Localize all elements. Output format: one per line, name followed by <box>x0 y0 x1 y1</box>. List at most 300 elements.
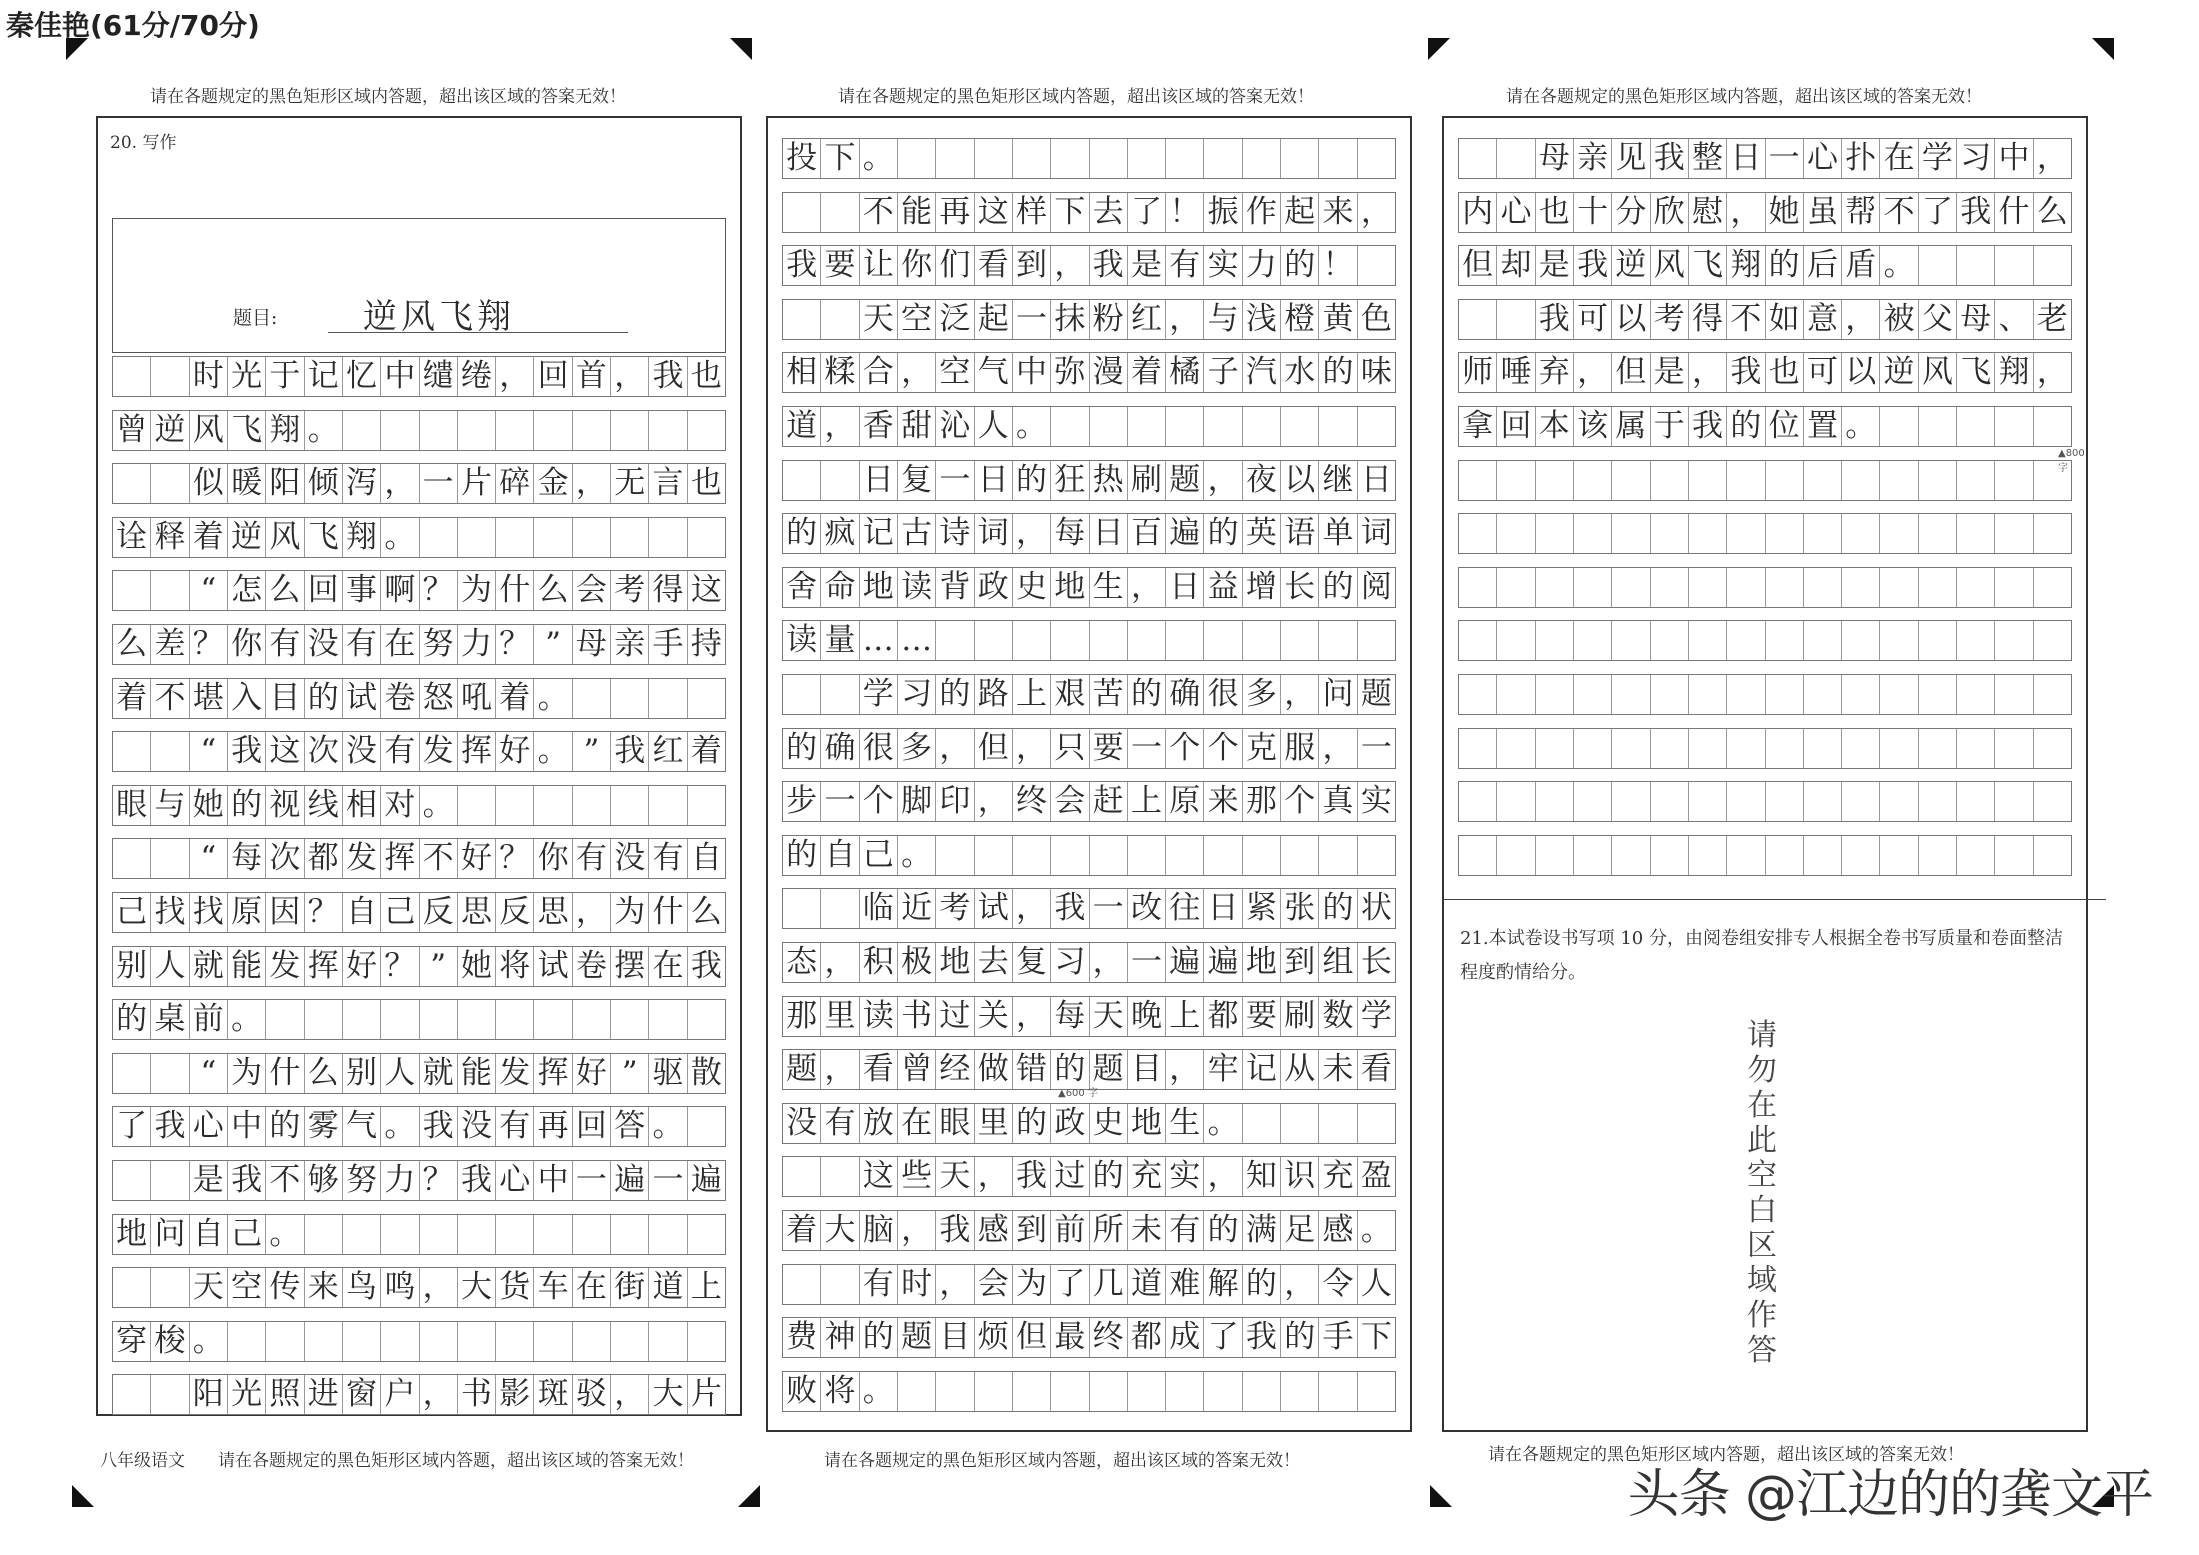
grid-cell: 回 <box>573 1107 611 1146</box>
grid-cell <box>1358 1104 1395 1143</box>
grid-row <box>782 1264 1396 1305</box>
grid-cell: 目 <box>936 1318 974 1357</box>
grid-cell: 卷 <box>381 679 419 718</box>
grid-cell <box>1919 836 1957 875</box>
grid-row <box>112 892 726 933</box>
grid-cell: 将 <box>821 1372 859 1411</box>
grid-cell: 上 <box>1166 997 1204 1036</box>
grid-cell <box>1612 514 1650 553</box>
grid-row <box>782 1156 1396 1197</box>
grid-cell <box>783 1265 821 1304</box>
grid-cell: ？ <box>420 571 458 610</box>
grid-row <box>782 567 1396 608</box>
grid-cell: 本 <box>1536 407 1574 446</box>
grid-cell <box>305 1000 343 1039</box>
grid-cell <box>151 1268 189 1307</box>
grid-cell <box>1880 675 1918 714</box>
grid-cell: 能 <box>458 1054 496 1093</box>
grid-cell <box>151 571 189 610</box>
top-notice-left: 请在各题规定的黑色矩形区域内答题，超出该区域的答案无效！ <box>150 87 626 107</box>
grid-cell: 那 <box>1243 782 1281 821</box>
grid-cell: 振 <box>1204 193 1242 232</box>
grid-cell: 感 <box>975 1211 1013 1250</box>
grid-cell: 自 <box>190 1215 228 1254</box>
grid-cell: 拿 <box>1459 407 1497 446</box>
grid-cell: 知 <box>1243 1157 1281 1196</box>
grid-cell: 近 <box>898 889 936 928</box>
grid-cell: 入 <box>228 679 266 718</box>
grid-cell <box>1995 782 2033 821</box>
grid-cell: … <box>860 621 898 660</box>
grid-cell: 内 <box>1459 193 1497 232</box>
grid-cell <box>573 786 611 825</box>
grid-cell: 目 <box>266 679 304 718</box>
grid-cell: 桌 <box>151 1000 189 1039</box>
grid-cell: 学 <box>860 675 898 714</box>
grid-cell: 未 <box>1319 1050 1357 1089</box>
grid-cell <box>1536 782 1574 821</box>
grid-cell: 的 <box>1013 461 1051 500</box>
grid-cell <box>458 786 496 825</box>
grid-row <box>112 356 726 397</box>
grid-cell: 很 <box>860 729 898 768</box>
grid-cell <box>975 139 1013 178</box>
grid-cell: ， <box>1090 943 1128 982</box>
grid-cell <box>1880 514 1918 553</box>
grid-cell: 遍 <box>1204 943 1242 982</box>
grid-cell: 路 <box>975 675 1013 714</box>
grid-cell: ， <box>1204 461 1242 500</box>
answer-panel-right <box>1442 116 2088 1432</box>
grid-cell <box>821 300 859 339</box>
grid-cell: 真 <box>1319 782 1357 821</box>
grid-cell <box>1651 729 1689 768</box>
grid-cell: 手 <box>1319 1318 1357 1357</box>
grid-cell: 诗 <box>936 514 974 553</box>
grid-cell: ， <box>1128 568 1166 607</box>
grid-cell <box>2034 836 2071 875</box>
grid-cell: 十 <box>1574 193 1612 232</box>
grid-cell: 能 <box>228 947 266 986</box>
grid-cell: 亲 <box>611 625 649 664</box>
grid-cell: 次 <box>305 732 343 771</box>
grid-row <box>1458 835 2072 876</box>
grid-cell: 人 <box>151 947 189 986</box>
grid-cell: 题 <box>1166 461 1204 500</box>
grid-cell: 么 <box>534 571 572 610</box>
grid-cell: 对 <box>381 786 419 825</box>
grid-cell: 上 <box>1013 675 1051 714</box>
grid-cell: 。 <box>1880 246 1918 285</box>
grid-cell <box>1497 461 1535 500</box>
grid-cell: 斑 <box>534 1375 572 1414</box>
grid-cell <box>573 1322 611 1361</box>
grid-row <box>112 1053 726 1094</box>
grid-row <box>112 517 726 558</box>
grid-cell <box>1612 675 1650 714</box>
grid-cell: 金 <box>534 464 572 503</box>
grid-cell: ” <box>534 625 572 664</box>
grid-cell <box>1995 514 2033 553</box>
grid-cell: 努 <box>343 1161 381 1200</box>
grid-cell: 烦 <box>975 1318 1013 1357</box>
grid-cell <box>1804 461 1842 500</box>
grid-cell: 摆 <box>611 947 649 986</box>
grid-cell: 母 <box>573 625 611 664</box>
grid-cell <box>1536 675 1574 714</box>
grid-cell: 个 <box>1204 729 1242 768</box>
word-count-600-marker: ▲600 字 <box>1058 1088 1098 1099</box>
grid-cell: 有 <box>1166 1211 1204 1250</box>
grid-cell: 。 <box>305 411 343 450</box>
grid-cell: 光 <box>228 1375 266 1414</box>
grid-cell <box>496 411 534 450</box>
grid-row <box>782 781 1396 822</box>
grid-cell <box>1727 461 1765 500</box>
grid-cell <box>783 193 821 232</box>
question-21-instruction: 21.本试卷设书写项 10 分，由阅卷组安排专人根据全卷书写质量和卷面整洁程度酌情给分。 <box>1460 928 2063 983</box>
grid-cell: 关 <box>975 997 1013 1036</box>
grid-cell: 的 <box>1013 1104 1051 1143</box>
grid-cell: 地 <box>113 1215 151 1254</box>
grid-cell: 时 <box>898 1265 936 1304</box>
grid-cell: 什 <box>266 1054 304 1093</box>
grid-cell: 习 <box>1957 139 1995 178</box>
grid-cell: 上 <box>690 1269 722 1306</box>
grid-cell: 态 <box>783 943 821 982</box>
grid-cell: 力 <box>1243 246 1281 285</box>
grid-cell: 是 <box>1536 246 1574 285</box>
grid-cell: 考 <box>1651 300 1689 339</box>
grid-cell: 这 <box>690 572 722 609</box>
grid-cell: 发 <box>496 1054 534 1093</box>
grid-cell: ， <box>975 782 1013 821</box>
grid-cell <box>1497 782 1535 821</box>
grid-cell: 暖 <box>228 464 266 503</box>
grid-cell: 但 <box>1013 1318 1051 1357</box>
grid-cell: 翔 <box>1995 353 2033 392</box>
grid-cell: 货 <box>496 1268 534 1307</box>
grid-cell: 一 <box>420 464 458 503</box>
grid-cell <box>1957 782 1995 821</box>
grid-cell: 时 <box>190 357 228 396</box>
grid-cell: 。 <box>649 1107 687 1146</box>
grid-row <box>112 1374 726 1415</box>
grid-cell <box>1204 621 1242 660</box>
grid-cell: 逆 <box>228 518 266 557</box>
grid-cell: 了 <box>1204 1318 1242 1357</box>
grid-cell: 会 <box>1051 782 1089 821</box>
grid-cell <box>1319 836 1357 875</box>
grid-cell <box>1651 461 1689 500</box>
grid-cell <box>1574 675 1612 714</box>
grid-cell: 弥 <box>1051 353 1089 392</box>
grid-cell: 学 <box>1919 139 1957 178</box>
grid-cell <box>1995 836 2033 875</box>
grid-cell: 英 <box>1243 514 1281 553</box>
grid-cell: 是 <box>1651 353 1689 392</box>
grid-cell: ？ <box>496 625 534 664</box>
grid-cell <box>151 464 189 503</box>
grid-cell: 看 <box>1360 1051 1392 1088</box>
grid-cell: ， <box>936 1265 974 1304</box>
grid-cell: 天 <box>860 300 898 339</box>
grid-cell <box>305 1322 343 1361</box>
grid-row <box>782 728 1396 769</box>
grid-cell <box>1804 514 1842 553</box>
grid-cell: 克 <box>1243 729 1281 768</box>
grid-cell: 曾 <box>113 411 151 450</box>
grid-cell: 大 <box>649 1375 687 1414</box>
grid-cell: 我 <box>1689 407 1727 446</box>
grid-cell: 我 <box>611 732 649 771</box>
grid-cell: 风 <box>1651 246 1689 285</box>
grid-row <box>112 1160 726 1201</box>
grid-cell: 前 <box>190 1000 228 1039</box>
grid-cell <box>1497 621 1535 660</box>
grid-cell <box>1090 139 1128 178</box>
grid-cell: 的 <box>1051 1050 1089 1089</box>
grid-cell: 。 <box>228 1000 266 1039</box>
grid-row <box>112 463 726 504</box>
grid-cell: 牢 <box>1204 1050 1242 1089</box>
grid-cell: 一 <box>649 1161 687 1200</box>
grid-cell: 。 <box>534 732 572 771</box>
grid-cell: 古 <box>898 514 936 553</box>
grid-cell <box>1459 782 1497 821</box>
grid-cell: 有 <box>649 839 687 878</box>
grid-cell: 也 <box>1536 193 1574 232</box>
grid-cell: 黄 <box>1319 300 1357 339</box>
grid-row <box>782 1317 1396 1358</box>
grid-cell: 再 <box>936 193 974 232</box>
grid-cell <box>936 836 974 875</box>
grid-cell: 的 <box>783 514 821 553</box>
grid-cell: ， <box>1281 1265 1319 1304</box>
grid-cell: ， <box>898 1211 936 1250</box>
grid-cell <box>496 1215 534 1254</box>
grid-cell <box>1727 836 1765 875</box>
grid-row <box>1458 245 2072 286</box>
grid-cell <box>1651 675 1689 714</box>
grid-cell: 日 <box>1727 139 1765 178</box>
grid-cell: 释 <box>151 518 189 557</box>
grid-cell: 地 <box>1128 1104 1166 1143</box>
grid-cell <box>649 411 687 450</box>
grid-row <box>1458 299 2072 340</box>
grid-cell <box>1651 514 1689 553</box>
grid-cell <box>821 889 859 928</box>
grid-cell: 我 <box>690 947 722 984</box>
grid-cell: 几 <box>1090 1265 1128 1304</box>
grid-cell: 终 <box>1013 782 1051 821</box>
grid-cell <box>113 839 151 878</box>
grid-cell <box>113 1375 151 1414</box>
grid-cell: 记 <box>305 357 343 396</box>
grid-cell: 中 <box>1013 353 1051 392</box>
grid-cell: 夜 <box>1243 461 1281 500</box>
grid-cell <box>1766 836 1804 875</box>
grid-cell: 地 <box>1051 568 1089 607</box>
grid-cell: 我 <box>420 1107 458 1146</box>
grid-cell: 你 <box>534 839 572 878</box>
grid-cell: 继 <box>1319 461 1357 500</box>
grid-cell <box>1995 407 2033 446</box>
grid-cell: 没 <box>458 1107 496 1146</box>
grid-cell: 答 <box>611 1107 649 1146</box>
grid-cell: 反 <box>496 893 534 932</box>
grid-cell: 会 <box>975 1265 1013 1304</box>
grid-cell <box>266 1322 304 1361</box>
grid-cell: 刷 <box>1281 997 1319 1036</box>
grid-cell <box>420 1000 458 1039</box>
grid-cell: ， <box>936 729 974 768</box>
grid-cell: 挥 <box>534 1054 572 1093</box>
grid-cell: 确 <box>1166 675 1204 714</box>
grid-cell: 因 <box>266 893 304 932</box>
grid-cell: 着 <box>113 679 151 718</box>
grid-cell: 的 <box>1281 1318 1319 1357</box>
grid-cell: 得 <box>1689 300 1727 339</box>
grid-cell: 橙 <box>1281 300 1319 339</box>
grid-cell: 个 <box>1281 782 1319 821</box>
grid-cell: ， <box>1051 246 1089 285</box>
grid-cell: 人 <box>381 1054 419 1093</box>
grid-cell: 不 <box>266 1161 304 1200</box>
grid-cell <box>1166 836 1204 875</box>
grid-cell <box>649 1215 687 1254</box>
grid-cell: ” <box>420 947 458 986</box>
grid-row <box>1458 620 2072 661</box>
grid-cell: 遍 <box>1166 514 1204 553</box>
grid-cell: 着 <box>783 1211 821 1250</box>
grid-cell: 。 <box>381 1107 419 1146</box>
grid-cell <box>649 518 687 557</box>
grid-cell <box>688 1000 725 1039</box>
grid-cell: 着 <box>690 733 722 770</box>
grid-cell: 与 <box>151 786 189 825</box>
grid-cell <box>1689 836 1727 875</box>
grid-cell: 橘 <box>1166 353 1204 392</box>
grid-cell: 大 <box>458 1268 496 1307</box>
grid-cell <box>1919 729 1957 768</box>
grid-cell: 天 <box>190 1268 228 1307</box>
grid-cell: 了 <box>113 1107 151 1146</box>
grid-cell: 的 <box>1204 1211 1242 1250</box>
grid-cell <box>1919 568 1957 607</box>
grid-cell: 的 <box>1204 514 1242 553</box>
grid-row <box>782 620 1396 661</box>
grid-row <box>112 410 726 451</box>
grid-cell: ， <box>1360 193 1392 230</box>
grid-cell: 啊 <box>381 571 419 610</box>
grid-cell <box>1497 568 1535 607</box>
grid-cell: 目 <box>1128 1050 1166 1089</box>
grid-cell <box>1766 675 1804 714</box>
grid-cell <box>1689 621 1727 660</box>
grid-cell: 百 <box>1128 514 1166 553</box>
grid-cell <box>420 1215 458 1254</box>
grid-cell: 未 <box>1128 1211 1166 1250</box>
grid-cell <box>1957 407 1995 446</box>
grid-cell: 经 <box>936 1050 974 1089</box>
grid-cell <box>1804 836 1842 875</box>
grid-cell: 在 <box>573 1268 611 1307</box>
grid-cell <box>1459 568 1497 607</box>
grid-cell: 她 <box>190 786 228 825</box>
grid-cell: 过 <box>936 997 974 1036</box>
question-20-label: 20. 写作 <box>110 133 177 153</box>
grid-cell <box>113 732 151 771</box>
grid-row <box>782 674 1396 715</box>
grid-cell <box>1497 139 1535 178</box>
grid-cell <box>1243 1372 1281 1411</box>
grid-cell: 有 <box>343 625 381 664</box>
grid-cell: ， <box>1281 675 1319 714</box>
grid-cell: 她 <box>1766 193 1804 232</box>
grid-cell: 就 <box>190 947 228 986</box>
bottom-notice-right: 请在各题规定的黑色矩形区域内答题，超出该区域的答案无效！ <box>1488 1445 1964 1465</box>
grid-cell: 眼 <box>936 1104 974 1143</box>
grid-cell: 题 <box>898 1318 936 1357</box>
grid-cell: ， <box>573 893 611 932</box>
grid-cell: 光 <box>228 357 266 396</box>
grid-row <box>112 838 726 879</box>
grid-cell <box>1051 139 1089 178</box>
grid-cell <box>1651 621 1689 660</box>
grid-cell <box>151 1054 189 1093</box>
grid-cell: 么 <box>266 571 304 610</box>
grid-cell <box>2034 621 2071 660</box>
grid-cell: ？ <box>190 625 228 664</box>
grid-cell: 到 <box>1013 1211 1051 1250</box>
registration-mark-top-center-left <box>730 38 752 60</box>
grid-cell: 了 <box>1128 193 1166 232</box>
bottom-notice-center: 请在各题规定的黑色矩形区域内答题，超出该区域的答案无效！ <box>824 1451 1300 1471</box>
grid-cell <box>1128 836 1166 875</box>
grid-cell <box>1536 461 1574 500</box>
grid-cell <box>1804 729 1842 768</box>
grid-cell <box>1727 568 1765 607</box>
grid-cell <box>496 518 534 557</box>
grid-cell: 吼 <box>458 679 496 718</box>
grid-cell <box>1013 139 1051 178</box>
grid-cell <box>1204 836 1242 875</box>
grid-row <box>112 1106 726 1147</box>
grid-cell: 没 <box>305 625 343 664</box>
grid-cell: 起 <box>975 300 1013 339</box>
grid-cell <box>113 357 151 396</box>
grid-cell: 感 <box>1319 1211 1357 1250</box>
grid-row <box>782 942 1396 983</box>
grid-cell: ， <box>2036 354 2068 391</box>
grid-cell: 心 <box>1497 193 1535 232</box>
blank-area-notice: 请勿在此空白区域作答 <box>1747 1018 1777 1368</box>
grid-cell: 得 <box>649 571 687 610</box>
grid-row <box>1458 567 2072 608</box>
grid-cell: 都 <box>1128 1318 1166 1357</box>
grid-row <box>1458 674 2072 715</box>
grid-cell: 有 <box>266 625 304 664</box>
grid-cell <box>1919 782 1957 821</box>
grid-cell: 会 <box>573 571 611 610</box>
grid-cell: 味 <box>1360 354 1392 391</box>
grid-cell: 翔 <box>343 518 381 557</box>
grid-cell <box>573 1000 611 1039</box>
grid-cell <box>496 1322 534 1361</box>
grid-cell: 们 <box>936 246 974 285</box>
grid-cell: 诠 <box>113 518 151 557</box>
